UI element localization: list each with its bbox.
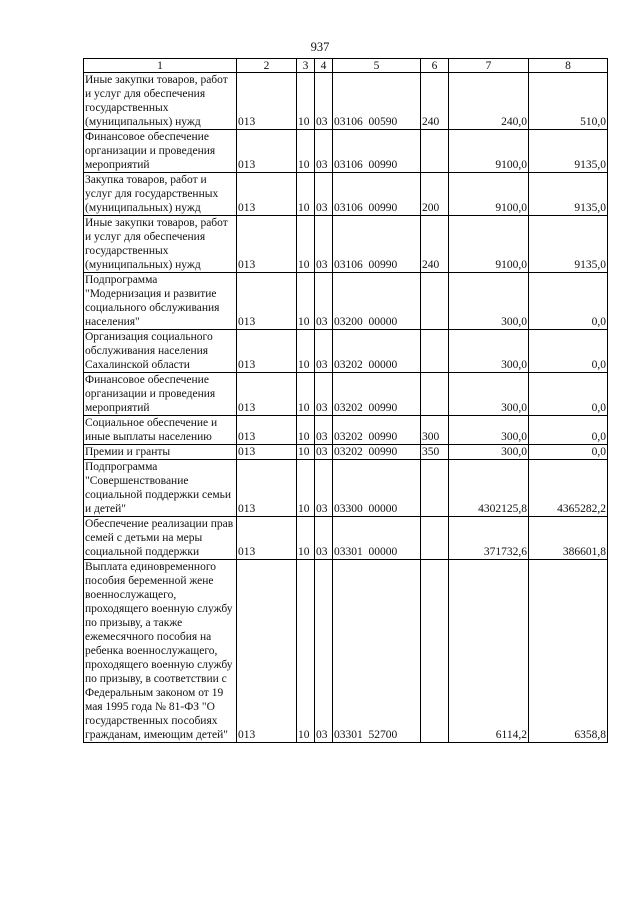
code-ministry: 013 [237,130,297,173]
code-subsection: 03 [315,460,333,517]
code-target: 03106 00990 [333,173,421,216]
code-expense-type: 240 [421,73,449,130]
code-section: 10 [297,416,315,445]
amount-year-2: 0,0 [529,273,608,330]
amount-year-1: 240,0 [449,73,529,130]
header-row [84,59,608,73]
budget-table [83,58,608,743]
code-expense-type [421,130,449,173]
code-section: 10 [297,173,315,216]
code-expense-type [421,460,449,517]
code-section: 10 [297,130,315,173]
code-target: 03202 00990 [333,416,421,445]
code-expense-type: 240 [421,216,449,273]
code-section: 10 [297,373,315,416]
col-header-4: 4 [315,59,333,73]
amount-year-1: 300,0 [449,330,529,373]
table-row [84,373,608,416]
code-subsection: 03 [315,273,333,330]
code-ministry: 013 [237,445,297,460]
code-section: 10 [297,517,315,560]
code-section: 10 [297,460,315,517]
table-row [84,560,608,743]
code-expense-type [421,273,449,330]
code-subsection: 03 [315,216,333,273]
row-name: Иные закупки товаров, работ и услуг для обеспечения государственных (муниципальных) нужд [84,216,237,273]
code-target: 03301 52700 [333,560,421,743]
amount-year-2: 9135,0 [529,173,608,216]
page-number: 937 [310,40,330,54]
amount-year-1: 300,0 [449,273,529,330]
code-subsection: 03 [315,445,333,460]
table-row [84,216,608,273]
amount-year-2: 6358,8 [529,560,608,743]
table-row [84,130,608,173]
amount-year-2: 0,0 [529,330,608,373]
amount-year-2: 510,0 [529,73,608,130]
col-header-1: 1 [84,59,237,73]
code-expense-type [421,373,449,416]
amount-year-1: 9100,0 [449,216,529,273]
code-section: 10 [297,445,315,460]
row-name: Финансовое обеспечение организации и проведения мероприятий [84,373,237,416]
col-header-5: 5 [333,59,421,73]
amount-year-2: 0,0 [529,416,608,445]
code-ministry: 013 [237,216,297,273]
table-row [84,73,608,130]
table-row [84,330,608,373]
code-ministry: 013 [237,273,297,330]
code-section: 10 [297,330,315,373]
table-row [84,445,608,460]
code-subsection: 03 [315,330,333,373]
table-row [84,460,608,517]
table-row [84,273,608,330]
code-section: 10 [297,216,315,273]
amount-year-1: 6114,2 [449,560,529,743]
code-ministry: 013 [237,517,297,560]
code-section: 10 [297,560,315,743]
code-ministry: 013 [237,416,297,445]
amount-year-2: 9135,0 [529,130,608,173]
table-row [84,173,608,216]
code-target: 03202 00000 [333,330,421,373]
amount-year-1: 300,0 [449,416,529,445]
row-name: Закупка товаров, работ и услуг для государственных (муниципальных) нужд [84,173,237,216]
code-ministry: 013 [237,73,297,130]
code-target: 03301 00000 [333,517,421,560]
code-ministry: 013 [237,330,297,373]
amount-year-2: 4365282,2 [529,460,608,517]
table-row [84,416,608,445]
amount-year-1: 300,0 [449,373,529,416]
col-header-2: 2 [237,59,297,73]
col-header-7: 7 [449,59,529,73]
code-expense-type: 300 [421,416,449,445]
code-target: 03106 00590 [333,73,421,130]
row-name: Социальное обеспечение и иные выплаты населению [84,416,237,445]
code-subsection: 03 [315,517,333,560]
row-name: Иные закупки товаров, работ и услуг для обеспечения государственных (муниципальных) нужд [84,73,237,130]
row-name: Организация социального обслуживания населения Сахалинской области [84,330,237,373]
row-name: Выплата единовременного пособия беременной жене военнослужащего, проходящего военную службу по призыву, а также ежемесячного пособия на ребенка военнослужащего, проходящего военную службу по призыву, в соответствии с Федеральным законом от 19 мая 1995 года № 81-ФЗ "О государственных пособиях гражданам, имеющим детей" [84,560,237,743]
code-ministry: 013 [237,460,297,517]
code-section: 10 [297,273,315,330]
col-header-8: 8 [529,59,608,73]
row-name: Премии и гранты [84,445,237,460]
code-ministry: 013 [237,560,297,743]
code-target: 03202 00990 [333,445,421,460]
code-target: 03300 00000 [333,460,421,517]
amount-year-1: 371732,6 [449,517,529,560]
code-subsection: 03 [315,73,333,130]
code-subsection: 03 [315,173,333,216]
amount-year-1: 300,0 [449,445,529,460]
code-target: 03106 00990 [333,130,421,173]
col-header-6: 6 [421,59,449,73]
row-name: Подпрограмма "Модернизация и развитие социального обслуживания населения" [84,273,237,330]
code-target: 03106 00990 [333,216,421,273]
code-subsection: 03 [315,373,333,416]
amount-year-1: 9100,0 [449,173,529,216]
row-name: Обеспечение реализации прав семей с детьми на меры социальной поддержки [84,517,237,560]
amount-year-1: 4302125,8 [449,460,529,517]
code-subsection: 03 [315,560,333,743]
code-expense-type [421,560,449,743]
code-ministry: 013 [237,373,297,416]
amount-year-2: 9135,0 [529,216,608,273]
amount-year-2: 0,0 [529,445,608,460]
code-target: 03202 00990 [333,373,421,416]
code-target: 03200 00000 [333,273,421,330]
amount-year-2: 0,0 [529,373,608,416]
code-ministry: 013 [237,173,297,216]
amount-year-2: 386601,8 [529,517,608,560]
table-row [84,517,608,560]
code-subsection: 03 [315,416,333,445]
code-section: 10 [297,73,315,130]
col-header-3: 3 [297,59,315,73]
row-name: Финансовое обеспечение организации и проведения мероприятий [84,130,237,173]
code-expense-type: 350 [421,445,449,460]
code-expense-type [421,517,449,560]
code-expense-type [421,330,449,373]
code-expense-type: 200 [421,173,449,216]
row-name: Подпрограмма "Совершенствование социальной поддержки семьи и детей" [84,460,237,517]
amount-year-1: 9100,0 [449,130,529,173]
code-subsection: 03 [315,130,333,173]
